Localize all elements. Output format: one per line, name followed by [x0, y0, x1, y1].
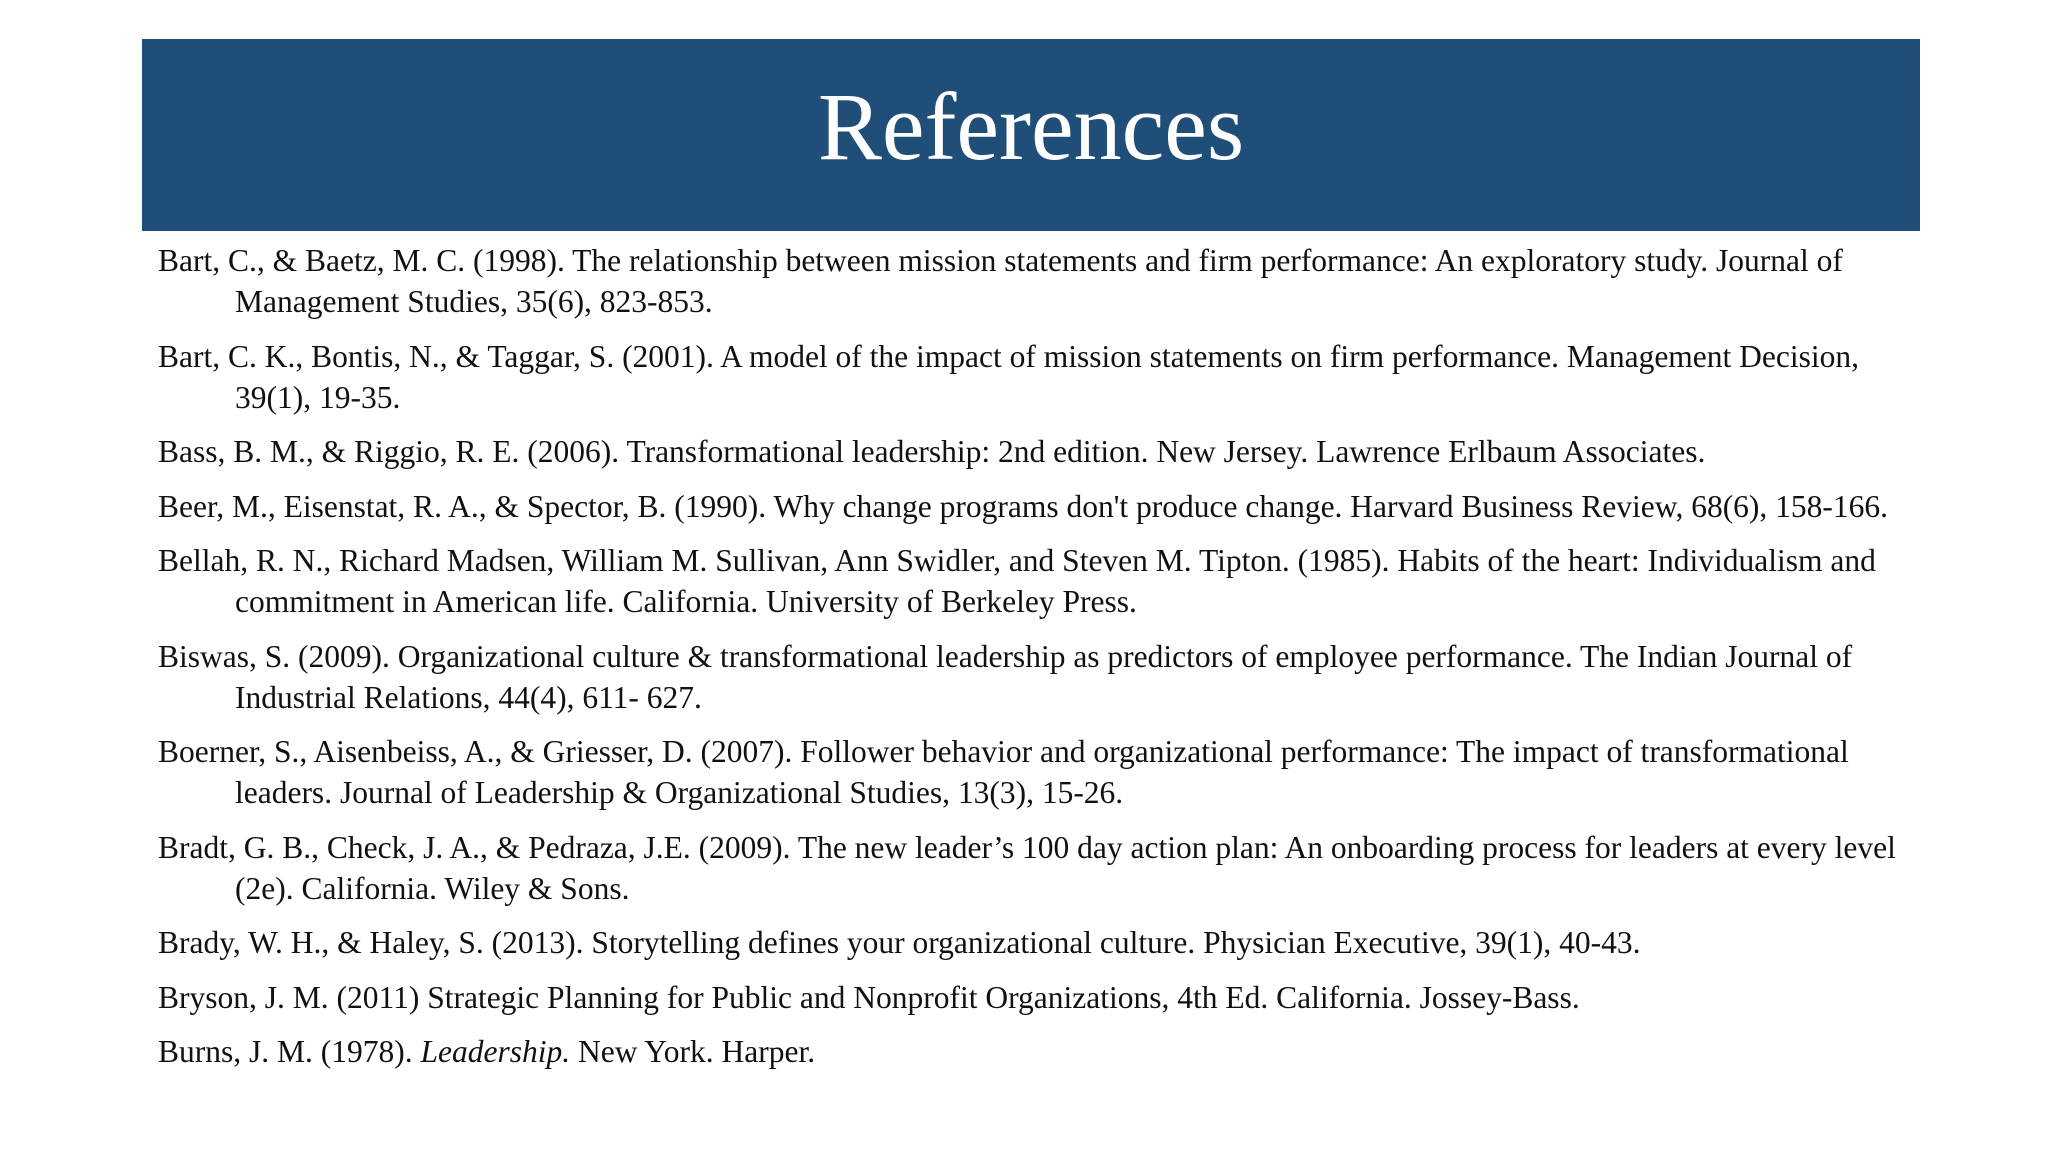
- reference-item: Brady, W. H., & Haley, S. (2013). Storytelling defines your organizational culture. Physician Executive, 39(1), 40-43.: [158, 925, 1641, 960]
- reference-item: Bellah, R. N., Richard Madsen, William M. Sullivan, Ann Swidler, and Steven M. Tipton. (1985). Habits of the heart: Individualism and commitment in American life. California. University of Berkeley Press.: [158, 543, 1876, 619]
- reference-item: Boerner, S., Aisenbeiss, A., & Griesser, D. (2007). Follower behavior and organizational performance: The impact of transformational leaders. Journal of Leadership & Organizational Studies, 13(3), 15-26.: [158, 734, 1849, 810]
- reference-item: Bradt, G. B., Check, J. A., & Pedraza, J.E. (2009). The new leader’s 100 day action plan: An onboarding process for leaders at every level (2e). California. Wiley & Sons.: [158, 829, 1896, 906]
- reference-item: Beer, M., Eisenstat, R. A., & Spector, B. (1990). Why change programs don't produce change. Harvard Business Review, 68(6), 158-166.: [158, 488, 1889, 524]
- reference-text: New York. Harper.: [570, 1034, 816, 1069]
- reference-item-burns: [158, 1031, 1918, 1072]
- reference-item: Bass, B. M., & Riggio, R. E. (2006). Transformational leadership: 2nd edition. New Jersey. Lawrence Erlbaum Associates.: [158, 434, 1706, 469]
- reference-item: Bart, C., & Baetz, M. C. (1998). The relationship between mission statements and firm performance: An exploratory study. Journal of Management Studies, 35(6), 823-853.: [158, 243, 1843, 319]
- reference-item: Bart, C. K., Bontis, N., & Taggar, S. (2001). A model of the impact of mission statements on firm performance. Management Decision, 39(1), 19-35.: [158, 338, 1860, 415]
- slide-title: References: [817, 73, 1245, 180]
- reference-text: Burns, J. M. (1978).: [158, 1034, 421, 1069]
- reference-italic-title: Leadership.: [420, 1034, 571, 1069]
- reference-item: Biswas, S. (2009). Organizational culture & transformational leadership as predictors of employee performance. The Indian Journal of Industrial Relations, 44(4), 611- 627.: [158, 638, 1853, 715]
- reference-item: Bryson, J. M. (2011) Strategic Planning for Public and Nonprofit Organizations, 4th Ed. California. Jossey-Bass.: [158, 979, 1580, 1015]
- title-banner: [142, 39, 1920, 231]
- reference-list: [158, 240, 1918, 1086]
